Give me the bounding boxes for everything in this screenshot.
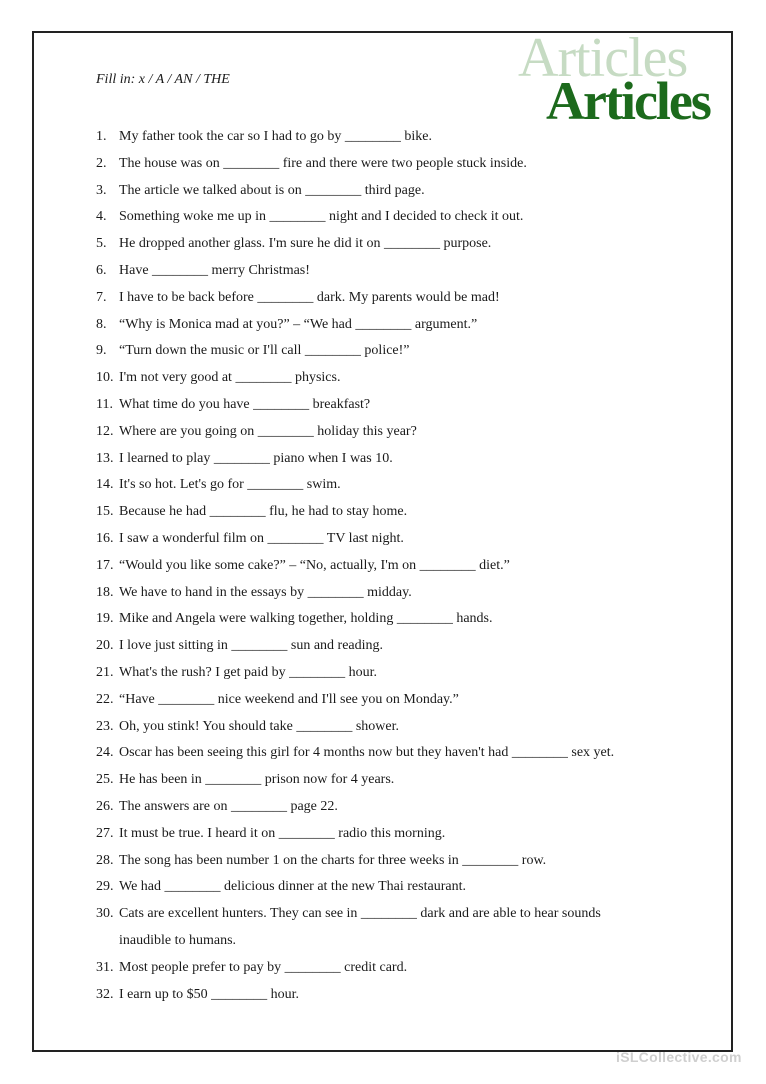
question-item	[96, 553, 614, 580]
question-item	[96, 204, 614, 231]
question-text: It must be true. I heard it on ________ radio this morning.	[119, 825, 446, 841]
logo-shadow-text: Articles	[518, 27, 688, 89]
question-number: 10.	[96, 370, 114, 386]
question-item	[96, 606, 614, 633]
question-text: What time do you have ________ breakfast?	[119, 396, 371, 412]
question-number: 19.	[96, 611, 114, 627]
instruction: Fill in: x / A / AN / THE	[96, 72, 230, 87]
question-number: 24.	[96, 745, 114, 761]
question-item	[96, 285, 614, 312]
question-number: 30.	[96, 906, 114, 922]
question-item	[96, 151, 614, 178]
question-text: Most people prefer to pay by ________ credit card.	[119, 959, 408, 975]
question-number: 11.	[96, 396, 113, 412]
question-text: I saw a wonderful film on ________ TV last night.	[119, 530, 404, 546]
question-number: 18.	[96, 584, 114, 600]
question-text: I have to be back before ________ dark. My parents would be mad!	[119, 289, 500, 305]
question-number: 3.	[96, 182, 107, 198]
question-number: 12.	[96, 423, 114, 439]
question-item	[96, 178, 614, 205]
question-item	[96, 848, 614, 875]
question-text: What's the rush? I get paid by ________ hour.	[119, 664, 377, 680]
question-text: Oscar has been seeing this girl for 4 months now but they haven't had ________ sex yet.	[119, 745, 615, 761]
question-number: 27.	[96, 825, 114, 841]
question-item	[96, 901, 614, 928]
question-text: I love just sitting in ________ sun and reading.	[119, 638, 384, 654]
question-text: Have ________ merry Christmas!	[119, 262, 310, 278]
question-number: 23.	[96, 718, 114, 734]
question-text: The song has been number 1 on the charts for three weeks in ________ row.	[119, 852, 547, 868]
question-number: 9.	[96, 343, 107, 359]
question-item	[96, 714, 614, 741]
question-text: The answers are on ________ page 22.	[119, 798, 338, 814]
question-text: Something woke me up in ________ night and I decided to check it out.	[119, 209, 524, 225]
question-text: I'm not very good at ________ physics.	[119, 370, 341, 386]
question-item	[96, 312, 614, 339]
question-item	[96, 633, 614, 660]
question-item	[96, 365, 614, 392]
question-item	[96, 338, 614, 365]
question-item	[96, 955, 614, 982]
question-text: The article we talked about is on ________ third page.	[119, 182, 425, 198]
question-number: 4.	[96, 209, 107, 225]
question-text: Because he had ________ flu, he had to stay home.	[119, 504, 408, 520]
question-item	[96, 580, 614, 607]
question-item	[96, 392, 614, 419]
question-item	[96, 687, 614, 714]
question-item	[96, 821, 614, 848]
question-item	[96, 874, 614, 901]
question-text: Oh, you stink! You should take ________ shower.	[119, 718, 400, 734]
question-item	[96, 767, 614, 794]
logo-main-text: Articles	[546, 71, 710, 131]
question-item	[96, 794, 614, 821]
question-text: Where are you going on ________ holiday this year?	[119, 423, 417, 439]
question-number: 21.	[96, 664, 114, 680]
question-number: 17.	[96, 557, 114, 573]
watermark: iSLCollective.com	[616, 1049, 742, 1065]
question-item	[96, 928, 614, 955]
question-number: 29.	[96, 879, 114, 895]
question-item	[96, 472, 614, 499]
question-number: 13.	[96, 450, 114, 466]
question-number: 20.	[96, 638, 114, 654]
question-item	[96, 446, 614, 473]
question-number: 14.	[96, 477, 114, 493]
question-item	[96, 499, 614, 526]
question-number: 15.	[96, 504, 114, 520]
question-item	[96, 526, 614, 553]
question-text: The house was on ________ fire and there were two people stuck inside.	[119, 155, 527, 171]
question-item	[96, 740, 614, 767]
question-number: 31.	[96, 959, 114, 975]
question-item	[96, 124, 614, 151]
question-number: 26.	[96, 798, 114, 814]
question-text: inaudible to humans.	[119, 932, 237, 948]
question-list	[96, 124, 614, 1008]
question-text: “Turn down the music or I'll call ________ police!”	[119, 343, 410, 359]
question-text: My father took the car so I had to go by ________ bike.	[119, 129, 432, 144]
question-text: “Why is Monica mad at you?” – “We had ________ argument.”	[119, 316, 478, 332]
question-item	[96, 258, 614, 285]
question-number: 7.	[96, 289, 107, 305]
question-text: He dropped another glass. I'm sure he did it on ________ purpose.	[119, 236, 492, 252]
question-number: 22.	[96, 691, 114, 707]
question-item	[96, 660, 614, 687]
question-number: 8.	[96, 316, 107, 332]
question-number: 2.	[96, 155, 107, 171]
question-number: 16.	[96, 530, 114, 546]
question-number: 6.	[96, 262, 107, 278]
question-text: He has been in ________ prison now for 4 years.	[119, 772, 395, 788]
articles-logo	[512, 26, 710, 136]
question-number: 5.	[96, 236, 107, 252]
question-item	[96, 419, 614, 446]
question-number: 28.	[96, 852, 114, 868]
question-number: 25.	[96, 772, 114, 788]
question-text: I earn up to $50 ________ hour.	[119, 986, 300, 1002]
question-text: I learned to play ________ piano when I was 10.	[119, 450, 393, 466]
question-text: “Would you like some cake?” – “No, actually, I'm on ________ diet.”	[119, 557, 510, 573]
question-text: It's so hot. Let's go for ________ swim.	[119, 477, 341, 493]
question-text: We have to hand in the essays by ________ midday.	[119, 584, 412, 600]
question-item	[96, 231, 614, 258]
question-text: “Have ________ nice weekend and I'll see you on Monday.”	[119, 691, 459, 707]
question-text: Cats are excellent hunters. They can see in ________ dark and are able to hear sounds	[119, 906, 601, 922]
question-item	[96, 982, 614, 1009]
question-number: 32.	[96, 986, 114, 1002]
question-number: 1.	[96, 129, 107, 144]
question-text: Mike and Angela were walking together, holding ________ hands.	[119, 611, 493, 627]
question-text: We had ________ delicious dinner at the new Thai restaurant.	[119, 879, 466, 895]
